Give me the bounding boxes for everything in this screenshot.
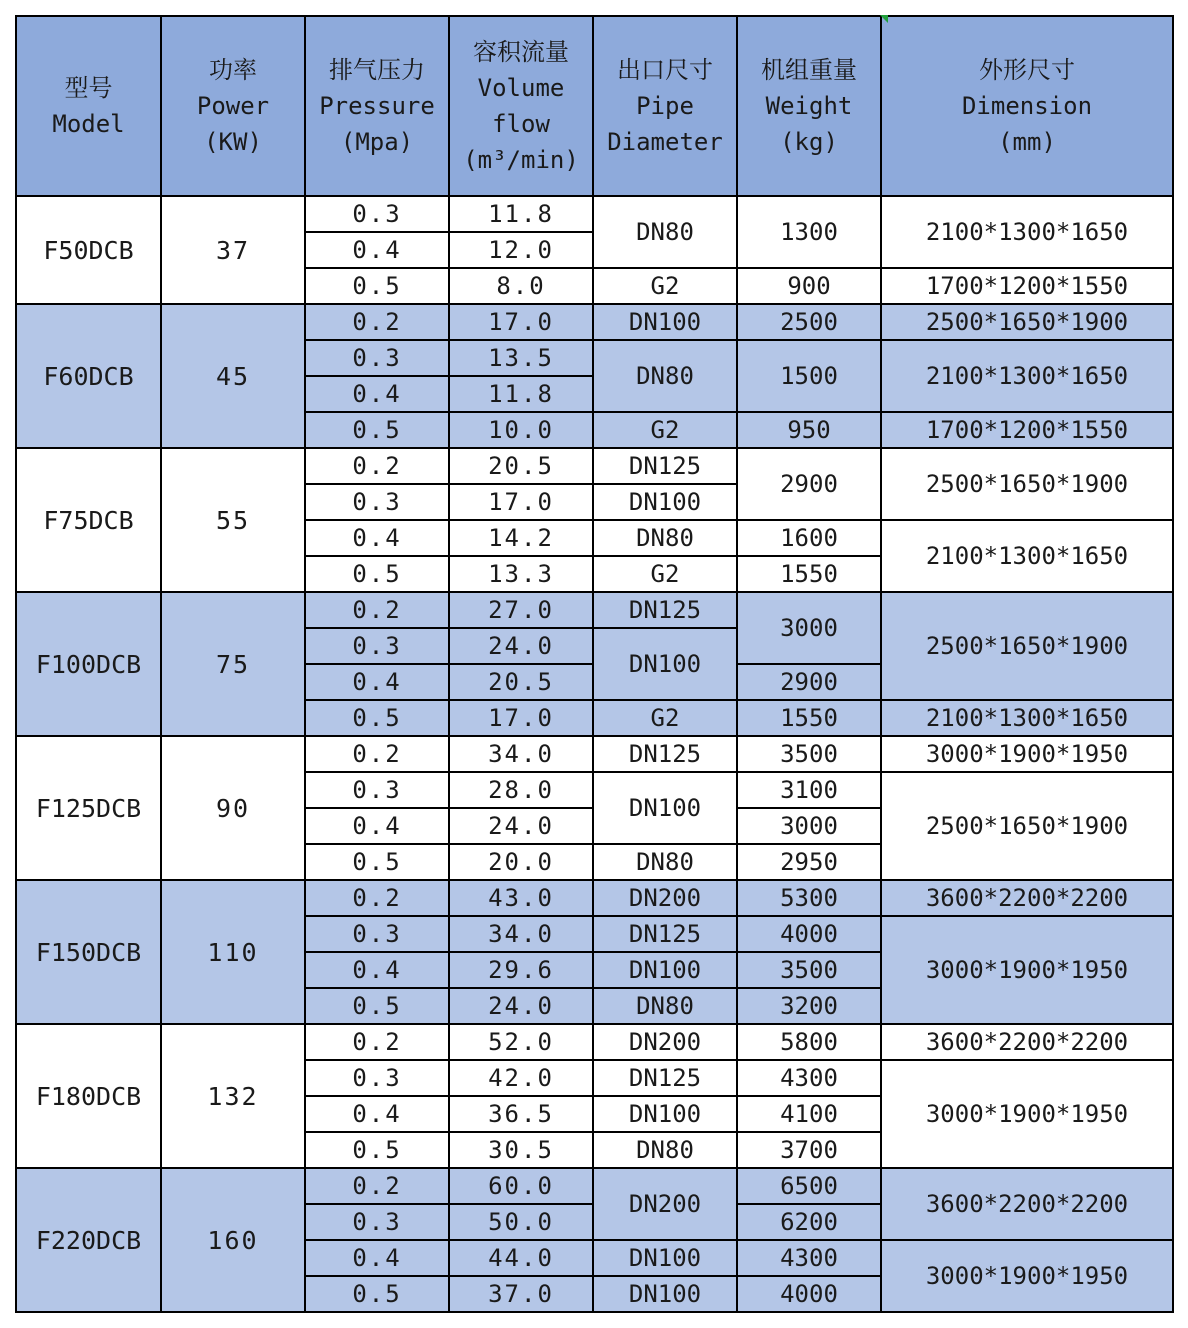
power-cell: 132 xyxy=(161,1024,305,1168)
spec-table-wrapper xyxy=(15,15,1174,1313)
power-cell: 45 xyxy=(161,304,305,448)
weight-cell: 2900 xyxy=(737,448,881,520)
pipe-cell: DN100 xyxy=(593,772,737,844)
pressure-cell: 0.2 xyxy=(305,592,449,628)
flow-cell: 20.0 xyxy=(449,844,593,880)
dimension-cell: 3600*2200*2200 xyxy=(881,1168,1173,1240)
flow-cell: 29.6 xyxy=(449,952,593,988)
flow-cell: 44.0 xyxy=(449,1240,593,1276)
weight-cell: 1550 xyxy=(737,556,881,592)
pressure-cell: 0.2 xyxy=(305,304,449,340)
dimension-cell: 3600*2200*2200 xyxy=(881,1024,1173,1060)
header-power: 功率 Power (KW) xyxy=(161,16,305,196)
pressure-cell: 0.4 xyxy=(305,376,449,412)
pressure-cell: 0.2 xyxy=(305,448,449,484)
dimension-cell: 3000*1900*1950 xyxy=(881,916,1173,1024)
flow-cell: 17.0 xyxy=(449,484,593,520)
table-row xyxy=(16,592,1173,628)
flow-cell: 24.0 xyxy=(449,808,593,844)
weight-cell: 6500 xyxy=(737,1168,881,1204)
flow-cell: 43.0 xyxy=(449,880,593,916)
pressure-cell: 0.4 xyxy=(305,520,449,556)
dimension-cell: 2500*1650*1900 xyxy=(881,772,1173,880)
weight-cell: 1500 xyxy=(737,340,881,412)
flow-cell: 28.0 xyxy=(449,772,593,808)
pipe-cell: DN125 xyxy=(593,736,737,772)
pipe-cell: DN100 xyxy=(593,1276,737,1312)
pressure-cell: 0.5 xyxy=(305,1276,449,1312)
flow-cell: 24.0 xyxy=(449,628,593,664)
pipe-cell: DN200 xyxy=(593,880,737,916)
pressure-cell: 0.2 xyxy=(305,1168,449,1204)
pressure-cell: 0.5 xyxy=(305,268,449,304)
flow-cell: 60.0 xyxy=(449,1168,593,1204)
pipe-cell: DN80 xyxy=(593,988,737,1024)
table-row xyxy=(16,1024,1173,1060)
header-pressure: 排气压力 Pressure (Mpa) xyxy=(305,16,449,196)
model-cell: F150DCB xyxy=(16,880,161,1024)
pipe-cell: DN200 xyxy=(593,1168,737,1240)
model-cell: F180DCB xyxy=(16,1024,161,1168)
pressure-cell: 0.5 xyxy=(305,988,449,1024)
power-cell: 90 xyxy=(161,736,305,880)
header-weight: 机组重量 Weight (kg) xyxy=(737,16,881,196)
dimension-cell: 3000*1900*1950 xyxy=(881,1240,1173,1312)
dimension-cell: 2500*1650*1900 xyxy=(881,448,1173,520)
flow-cell: 37.0 xyxy=(449,1276,593,1312)
pressure-cell: 0.2 xyxy=(305,736,449,772)
compressor-spec-table xyxy=(15,15,1174,1313)
flow-cell: 14.2 xyxy=(449,520,593,556)
flow-cell: 34.0 xyxy=(449,736,593,772)
dimension-cell: 1700*1200*1550 xyxy=(881,268,1173,304)
flow-cell: 20.5 xyxy=(449,448,593,484)
pressure-cell: 0.3 xyxy=(305,196,449,232)
weight-cell: 900 xyxy=(737,268,881,304)
pressure-cell: 0.5 xyxy=(305,700,449,736)
flow-cell: 13.5 xyxy=(449,340,593,376)
pipe-cell: DN80 xyxy=(593,1132,737,1168)
dimension-cell: 3000*1900*1950 xyxy=(881,1060,1173,1168)
pressure-cell: 0.3 xyxy=(305,1204,449,1240)
pressure-cell: 0.2 xyxy=(305,880,449,916)
pressure-cell: 0.3 xyxy=(305,340,449,376)
pipe-cell: DN125 xyxy=(593,592,737,628)
flow-cell: 27.0 xyxy=(449,592,593,628)
weight-cell: 3500 xyxy=(737,736,881,772)
flow-cell: 11.8 xyxy=(449,376,593,412)
weight-cell: 1300 xyxy=(737,196,881,268)
header-row xyxy=(16,16,1173,196)
pressure-cell: 0.5 xyxy=(305,412,449,448)
power-cell: 55 xyxy=(161,448,305,592)
flow-cell: 50.0 xyxy=(449,1204,593,1240)
pipe-cell: G2 xyxy=(593,700,737,736)
weight-cell: 5300 xyxy=(737,880,881,916)
pressure-cell: 0.5 xyxy=(305,556,449,592)
weight-cell: 3200 xyxy=(737,988,881,1024)
dimension-cell: 2500*1650*1900 xyxy=(881,304,1173,340)
weight-cell: 3000 xyxy=(737,592,881,664)
pipe-cell: DN100 xyxy=(593,628,737,700)
pressure-cell: 0.2 xyxy=(305,1024,449,1060)
flow-cell: 36.5 xyxy=(449,1096,593,1132)
pressure-cell: 0.4 xyxy=(305,1096,449,1132)
pipe-cell: DN100 xyxy=(593,484,737,520)
dimension-cell: 1700*1200*1550 xyxy=(881,412,1173,448)
table-row xyxy=(16,196,1173,232)
flow-cell: 52.0 xyxy=(449,1024,593,1060)
table-row xyxy=(16,448,1173,484)
flow-cell: 8.0 xyxy=(449,268,593,304)
pressure-cell: 0.3 xyxy=(305,772,449,808)
model-cell: F220DCB xyxy=(16,1168,161,1312)
pressure-cell: 0.3 xyxy=(305,628,449,664)
pipe-cell: G2 xyxy=(593,556,737,592)
pressure-cell: 0.4 xyxy=(305,664,449,700)
flow-cell: 12.0 xyxy=(449,232,593,268)
header-model: 型号 Model xyxy=(16,16,161,196)
weight-cell: 2900 xyxy=(737,664,881,700)
flow-cell: 10.0 xyxy=(449,412,593,448)
weight-cell: 4000 xyxy=(737,916,881,952)
pressure-cell: 0.4 xyxy=(305,232,449,268)
weight-cell: 4100 xyxy=(737,1096,881,1132)
pipe-cell: DN100 xyxy=(593,304,737,340)
pipe-cell: G2 xyxy=(593,268,737,304)
weight-cell: 950 xyxy=(737,412,881,448)
flow-cell: 30.5 xyxy=(449,1132,593,1168)
pipe-cell: DN200 xyxy=(593,1024,737,1060)
pipe-cell: DN80 xyxy=(593,844,737,880)
power-cell: 75 xyxy=(161,592,305,736)
weight-cell: 3700 xyxy=(737,1132,881,1168)
weight-cell: 1550 xyxy=(737,700,881,736)
flow-cell: 20.5 xyxy=(449,664,593,700)
flow-cell: 42.0 xyxy=(449,1060,593,1096)
dimension-cell: 3000*1900*1950 xyxy=(881,736,1173,772)
weight-cell: 3100 xyxy=(737,772,881,808)
weight-cell: 4300 xyxy=(737,1060,881,1096)
dimension-cell: 2500*1650*1900 xyxy=(881,592,1173,700)
pipe-cell: DN100 xyxy=(593,1096,737,1132)
pressure-cell: 0.5 xyxy=(305,844,449,880)
weight-cell: 5800 xyxy=(737,1024,881,1060)
pressure-cell: 0.3 xyxy=(305,916,449,952)
table-row xyxy=(16,1168,1173,1204)
weight-cell: 4000 xyxy=(737,1276,881,1312)
flow-cell: 17.0 xyxy=(449,304,593,340)
flow-cell: 11.8 xyxy=(449,196,593,232)
model-cell: F100DCB xyxy=(16,592,161,736)
dimension-cell: 2100*1300*1650 xyxy=(881,340,1173,412)
weight-cell: 3000 xyxy=(737,808,881,844)
pipe-cell: DN80 xyxy=(593,196,737,268)
model-cell: F75DCB xyxy=(16,448,161,592)
flow-cell: 24.0 xyxy=(449,988,593,1024)
header-volume-flow: 容积流量 Volume flow (m³/min) xyxy=(449,16,593,196)
pipe-cell: DN100 xyxy=(593,952,737,988)
pressure-cell: 0.5 xyxy=(305,1132,449,1168)
flow-cell: 13.3 xyxy=(449,556,593,592)
pipe-cell: DN125 xyxy=(593,916,737,952)
weight-cell: 3500 xyxy=(737,952,881,988)
pipe-cell: DN125 xyxy=(593,448,737,484)
pipe-cell: G2 xyxy=(593,412,737,448)
spec-table-body xyxy=(16,196,1173,1312)
power-cell: 37 xyxy=(161,196,305,304)
model-cell: F60DCB xyxy=(16,304,161,448)
pressure-cell: 0.4 xyxy=(305,952,449,988)
weight-cell: 1600 xyxy=(737,520,881,556)
power-cell: 160 xyxy=(161,1168,305,1312)
flow-cell: 34.0 xyxy=(449,916,593,952)
pressure-cell: 0.3 xyxy=(305,1060,449,1096)
pipe-cell: DN100 xyxy=(593,1240,737,1276)
pressure-cell: 0.3 xyxy=(305,484,449,520)
model-cell: F50DCB xyxy=(16,196,161,304)
table-row xyxy=(16,880,1173,916)
table-row xyxy=(16,736,1173,772)
dimension-cell: 2100*1300*1650 xyxy=(881,700,1173,736)
pipe-cell: DN125 xyxy=(593,1060,737,1096)
weight-cell: 2950 xyxy=(737,844,881,880)
pressure-cell: 0.4 xyxy=(305,808,449,844)
header-dimension: 外形尺寸 Dimension (mm) xyxy=(881,16,1173,196)
dimension-cell: 2100*1300*1650 xyxy=(881,196,1173,268)
dimension-cell: 2100*1300*1650 xyxy=(881,520,1173,592)
weight-cell: 2500 xyxy=(737,304,881,340)
flow-cell: 17.0 xyxy=(449,700,593,736)
dimension-cell: 3600*2200*2200 xyxy=(881,880,1173,916)
header-pipe-diameter: 出口尺寸 Pipe Diameter xyxy=(593,16,737,196)
pipe-cell: DN80 xyxy=(593,520,737,556)
weight-cell: 4300 xyxy=(737,1240,881,1276)
table-row xyxy=(16,304,1173,340)
pipe-cell: DN80 xyxy=(593,340,737,412)
weight-cell: 6200 xyxy=(737,1204,881,1240)
power-cell: 110 xyxy=(161,880,305,1024)
cell-comment-marker xyxy=(880,15,888,23)
pressure-cell: 0.4 xyxy=(305,1240,449,1276)
model-cell: F125DCB xyxy=(16,736,161,880)
